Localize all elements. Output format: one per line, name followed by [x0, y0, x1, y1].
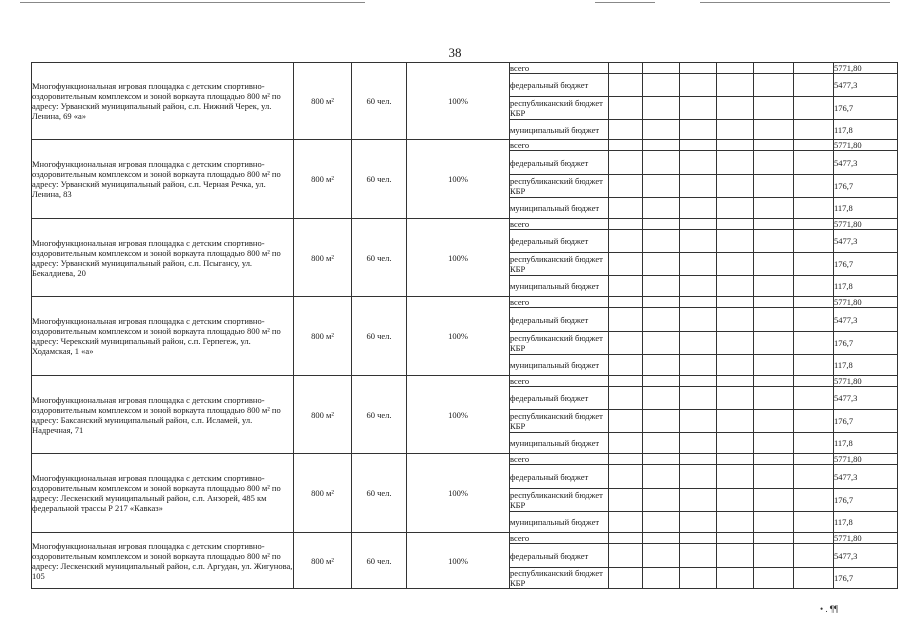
funding-source: всего: [510, 140, 609, 151]
empty-cell: [794, 410, 834, 433]
empty-cell: [643, 151, 680, 175]
empty-cell: [609, 219, 643, 230]
empty-cell: [680, 568, 717, 589]
empty-cell: [717, 120, 754, 140]
funding-source: всего: [510, 219, 609, 230]
object-capacity: 60 чел.: [352, 297, 407, 376]
empty-cell: [680, 175, 717, 198]
empty-cell: [794, 97, 834, 120]
empty-cell: [609, 454, 643, 465]
empty-cell: [794, 308, 834, 332]
empty-cell: [794, 332, 834, 355]
empty-cell: [754, 533, 794, 544]
empty-cell: [680, 512, 717, 533]
empty-cell: [680, 74, 717, 97]
empty-cell: [680, 276, 717, 297]
empty-cell: [794, 512, 834, 533]
empty-cell: [680, 410, 717, 433]
funding-amount: 117,8: [834, 355, 898, 376]
empty-cell: [717, 97, 754, 120]
funding-source: всего: [510, 376, 609, 387]
empty-cell: [717, 63, 754, 74]
empty-cell: [643, 219, 680, 230]
table-row: [32, 533, 898, 544]
funding-amount: 5477,3: [834, 387, 898, 410]
funding-source: республиканский бюджет КБР: [510, 332, 609, 355]
empty-cell: [609, 376, 643, 387]
empty-cell: [794, 175, 834, 198]
empty-cell: [643, 120, 680, 140]
funding-amount: 5477,3: [834, 544, 898, 568]
object-area: 800 м²: [294, 63, 352, 140]
empty-cell: [794, 63, 834, 74]
empty-cell: [754, 120, 794, 140]
funding-amount: 5477,3: [834, 308, 898, 332]
empty-cell: [794, 120, 834, 140]
object-description: Многофункциональная игровая площадка с детским спортивно-оздоровительным комплексом и зоной воркаута площадью 800 м² по адресу: Урванский муниципальный район, с.п. Нижний Черек, ул. Ленина, 69 «а»: [32, 63, 294, 140]
funding-source: муниципальный бюджет: [510, 355, 609, 376]
empty-cell: [609, 198, 643, 219]
empty-cell: [680, 198, 717, 219]
empty-cell: [754, 230, 794, 253]
empty-cell: [754, 63, 794, 74]
object-capacity: 60 чел.: [352, 533, 407, 589]
empty-cell: [680, 355, 717, 376]
funding-source: муниципальный бюджет: [510, 433, 609, 454]
empty-cell: [680, 230, 717, 253]
empty-cell: [754, 198, 794, 219]
empty-cell: [609, 433, 643, 454]
table-row: [32, 219, 898, 230]
object-capacity: 60 чел.: [352, 219, 407, 297]
object-description: Многофункциональная игровая площадка с детским спортивно-оздоровительным комплексом и зоной воркаута площадью 800 м² по адресу: Лескенский муниципальный район, с.п. Аргудан, ул. Жигунова, 105: [32, 533, 294, 589]
empty-cell: [643, 198, 680, 219]
empty-cell: [794, 74, 834, 97]
object-readiness: 100%: [407, 219, 510, 297]
empty-cell: [717, 454, 754, 465]
empty-cell: [754, 454, 794, 465]
empty-cell: [717, 387, 754, 410]
empty-cell: [794, 544, 834, 568]
funding-amount: 5771,80: [834, 297, 898, 308]
object-readiness: 100%: [407, 297, 510, 376]
empty-cell: [794, 230, 834, 253]
funding-amount: 176,7: [834, 568, 898, 589]
funding-source: республиканский бюджет КБР: [510, 97, 609, 120]
empty-cell: [643, 512, 680, 533]
funding-source: муниципальный бюджет: [510, 276, 609, 297]
empty-cell: [643, 533, 680, 544]
empty-cell: [754, 219, 794, 230]
empty-cell: [717, 544, 754, 568]
empty-cell: [643, 297, 680, 308]
empty-cell: [754, 465, 794, 489]
empty-cell: [717, 175, 754, 198]
funding-source: федеральный бюджет: [510, 544, 609, 568]
object-area: 800 м²: [294, 219, 352, 297]
funding-source: федеральный бюджет: [510, 387, 609, 410]
empty-cell: [717, 198, 754, 219]
empty-cell: [609, 74, 643, 97]
empty-cell: [794, 533, 834, 544]
empty-cell: [680, 151, 717, 175]
empty-cell: [609, 512, 643, 533]
empty-cell: [609, 297, 643, 308]
empty-cell: [754, 253, 794, 276]
empty-cell: [643, 376, 680, 387]
empty-cell: [609, 332, 643, 355]
empty-cell: [794, 454, 834, 465]
empty-cell: [609, 276, 643, 297]
funding-source: федеральный бюджет: [510, 151, 609, 175]
funding-amount: 5771,80: [834, 376, 898, 387]
empty-cell: [794, 355, 834, 376]
empty-cell: [643, 465, 680, 489]
funding-amount: 176,7: [834, 489, 898, 512]
empty-cell: [680, 253, 717, 276]
funding-amount: 5477,3: [834, 151, 898, 175]
empty-cell: [643, 387, 680, 410]
table-row: [32, 454, 898, 465]
empty-cell: [680, 97, 717, 120]
table-row: [32, 376, 898, 387]
funding-amount: 117,8: [834, 433, 898, 454]
empty-cell: [717, 140, 754, 151]
object-area: 800 м²: [294, 140, 352, 219]
empty-cell: [717, 465, 754, 489]
empty-cell: [794, 140, 834, 151]
empty-cell: [680, 433, 717, 454]
empty-cell: [680, 465, 717, 489]
empty-cell: [609, 253, 643, 276]
object-area: 800 м²: [294, 533, 352, 589]
empty-cell: [754, 433, 794, 454]
empty-cell: [609, 175, 643, 198]
funding-amount: 5477,3: [834, 230, 898, 253]
object-area: 800 м²: [294, 376, 352, 454]
empty-cell: [754, 489, 794, 512]
object-capacity: 60 чел.: [352, 63, 407, 140]
empty-cell: [643, 568, 680, 589]
empty-cell: [643, 230, 680, 253]
empty-cell: [794, 198, 834, 219]
empty-cell: [717, 433, 754, 454]
empty-cell: [680, 120, 717, 140]
table-body: [32, 63, 898, 589]
empty-cell: [754, 355, 794, 376]
empty-cell: [643, 63, 680, 74]
empty-cell: [609, 355, 643, 376]
empty-cell: [680, 544, 717, 568]
funding-amount: 5477,3: [834, 74, 898, 97]
empty-cell: [609, 568, 643, 589]
object-readiness: 100%: [407, 140, 510, 219]
empty-cell: [794, 568, 834, 589]
empty-cell: [717, 376, 754, 387]
empty-cell: [717, 568, 754, 589]
table-row: [32, 63, 898, 74]
top-rule-mid: [595, 2, 655, 3]
funding-amount: 5771,80: [834, 454, 898, 465]
empty-cell: [717, 253, 754, 276]
object-readiness: 100%: [407, 454, 510, 533]
footer-mark: • . ¶¶: [820, 604, 839, 614]
empty-cell: [643, 97, 680, 120]
empty-cell: [794, 151, 834, 175]
empty-cell: [609, 489, 643, 512]
empty-cell: [717, 410, 754, 433]
object-area: 800 м²: [294, 297, 352, 376]
empty-cell: [794, 433, 834, 454]
empty-cell: [794, 276, 834, 297]
funding-source: республиканский бюджет КБР: [510, 489, 609, 512]
empty-cell: [794, 465, 834, 489]
funding-amount: 117,8: [834, 120, 898, 140]
funding-amount: 117,8: [834, 198, 898, 219]
project-table: [31, 62, 898, 589]
empty-cell: [643, 140, 680, 151]
empty-cell: [609, 120, 643, 140]
funding-amount: 5477,3: [834, 465, 898, 489]
top-rule-left: [20, 2, 365, 3]
funding-source: муниципальный бюджет: [510, 198, 609, 219]
empty-cell: [717, 533, 754, 544]
funding-amount: 5771,80: [834, 219, 898, 230]
funding-source: всего: [510, 63, 609, 74]
empty-cell: [643, 355, 680, 376]
empty-cell: [680, 376, 717, 387]
object-capacity: 60 чел.: [352, 376, 407, 454]
empty-cell: [717, 332, 754, 355]
empty-cell: [609, 230, 643, 253]
empty-cell: [680, 308, 717, 332]
empty-cell: [754, 410, 794, 433]
object-area: 800 м²: [294, 454, 352, 533]
funding-amount: 5771,80: [834, 140, 898, 151]
funding-amount: 176,7: [834, 410, 898, 433]
funding-amount: 117,8: [834, 512, 898, 533]
empty-cell: [794, 297, 834, 308]
funding-source: федеральный бюджет: [510, 465, 609, 489]
empty-cell: [643, 308, 680, 332]
empty-cell: [754, 74, 794, 97]
funding-source: всего: [510, 297, 609, 308]
empty-cell: [609, 410, 643, 433]
funding-amount: 176,7: [834, 175, 898, 198]
empty-cell: [717, 151, 754, 175]
funding-amount: 5771,80: [834, 533, 898, 544]
empty-cell: [717, 489, 754, 512]
empty-cell: [643, 175, 680, 198]
funding-amount: 5771,80: [834, 63, 898, 74]
funding-source: муниципальный бюджет: [510, 512, 609, 533]
empty-cell: [754, 151, 794, 175]
empty-cell: [754, 297, 794, 308]
empty-cell: [794, 253, 834, 276]
empty-cell: [794, 387, 834, 410]
empty-cell: [643, 253, 680, 276]
empty-cell: [643, 74, 680, 97]
empty-cell: [717, 308, 754, 332]
empty-cell: [754, 175, 794, 198]
object-readiness: 100%: [407, 533, 510, 589]
object-readiness: 100%: [407, 63, 510, 140]
empty-cell: [754, 308, 794, 332]
empty-cell: [754, 512, 794, 533]
empty-cell: [680, 533, 717, 544]
empty-cell: [717, 297, 754, 308]
funding-source: федеральный бюджет: [510, 74, 609, 97]
funding-amount: 176,7: [834, 332, 898, 355]
funding-source: муниципальный бюджет: [510, 120, 609, 140]
funding-source: республиканский бюджет КБР: [510, 175, 609, 198]
funding-source: федеральный бюджет: [510, 230, 609, 253]
empty-cell: [717, 276, 754, 297]
empty-cell: [794, 376, 834, 387]
empty-cell: [680, 332, 717, 355]
empty-cell: [609, 140, 643, 151]
empty-cell: [609, 465, 643, 489]
empty-cell: [680, 387, 717, 410]
empty-cell: [680, 140, 717, 151]
funding-source: всего: [510, 454, 609, 465]
object-readiness: 100%: [407, 376, 510, 454]
object-capacity: 60 чел.: [352, 454, 407, 533]
object-description: Многофункциональная игровая площадка с детским спортивно-оздоровительным комплексом и зоной воркаута площадью 800 м² по адресу: Баксанский муниципальный район, с.п. Исламей, ул. Надречная, 71: [32, 376, 294, 454]
empty-cell: [680, 489, 717, 512]
object-description: Многофункциональная игровая площадка с детским спортивно-оздоровительным комплексом и зоной воркаута площадью 800 м² по адресу: Урванский муниципальный район, с.п. Псыгансу, ул. Бекалдиева, 20: [32, 219, 294, 297]
empty-cell: [794, 219, 834, 230]
funding-amount: 117,8: [834, 276, 898, 297]
empty-cell: [680, 454, 717, 465]
funding-source: республиканский бюджет КБР: [510, 410, 609, 433]
empty-cell: [643, 276, 680, 297]
empty-cell: [609, 387, 643, 410]
empty-cell: [643, 332, 680, 355]
empty-cell: [754, 140, 794, 151]
table-row: [32, 297, 898, 308]
funding-source: федеральный бюджет: [510, 308, 609, 332]
empty-cell: [754, 568, 794, 589]
empty-cell: [643, 544, 680, 568]
funding-source: республиканский бюджет КБР: [510, 253, 609, 276]
funding-source: республиканский бюджет КБР: [510, 568, 609, 589]
empty-cell: [754, 387, 794, 410]
funding-source: всего: [510, 533, 609, 544]
empty-cell: [754, 332, 794, 355]
empty-cell: [717, 355, 754, 376]
empty-cell: [794, 489, 834, 512]
empty-cell: [609, 308, 643, 332]
empty-cell: [609, 63, 643, 74]
empty-cell: [717, 230, 754, 253]
object-description: Многофункциональная игровая площадка с детским спортивно-оздоровительным комплексом и зоной воркаута площадью 800 м² по адресу: Черекский муниципальный район, с.п. Герпегеж, ул. Ходамская, 1 «а»: [32, 297, 294, 376]
empty-cell: [717, 219, 754, 230]
empty-cell: [717, 512, 754, 533]
object-capacity: 60 чел.: [352, 140, 407, 219]
top-rule-right: [700, 2, 890, 3]
empty-cell: [609, 97, 643, 120]
empty-cell: [609, 151, 643, 175]
empty-cell: [643, 489, 680, 512]
table-row: [32, 140, 898, 151]
funding-amount: 176,7: [834, 97, 898, 120]
empty-cell: [754, 276, 794, 297]
empty-cell: [754, 376, 794, 387]
empty-cell: [754, 544, 794, 568]
empty-cell: [643, 410, 680, 433]
empty-cell: [680, 297, 717, 308]
empty-cell: [643, 454, 680, 465]
empty-cell: [754, 97, 794, 120]
empty-cell: [643, 433, 680, 454]
empty-cell: [717, 74, 754, 97]
empty-cell: [609, 533, 643, 544]
empty-cell: [609, 544, 643, 568]
empty-cell: [680, 219, 717, 230]
object-description: Многофункциональная игровая площадка с детским спортивно-оздоровительным комплексом и зоной воркаута площадью 800 м² по адресу: Урванский муниципальный район, с.п. Черная Речка, ул. Ленина, 83: [32, 140, 294, 219]
object-description: Многофункциональная игровая площадка с детским спортивно-оздоровительным комплексом и зоной воркаута площадью 800 м² по адресу: Лескенский муниципальный район, с.п. Анзорей, 485 км федеральной трассы Р 217 «Кавказ»: [32, 454, 294, 533]
page-number: 38: [448, 45, 462, 60]
empty-cell: [680, 63, 717, 74]
funding-amount: 176,7: [834, 253, 898, 276]
